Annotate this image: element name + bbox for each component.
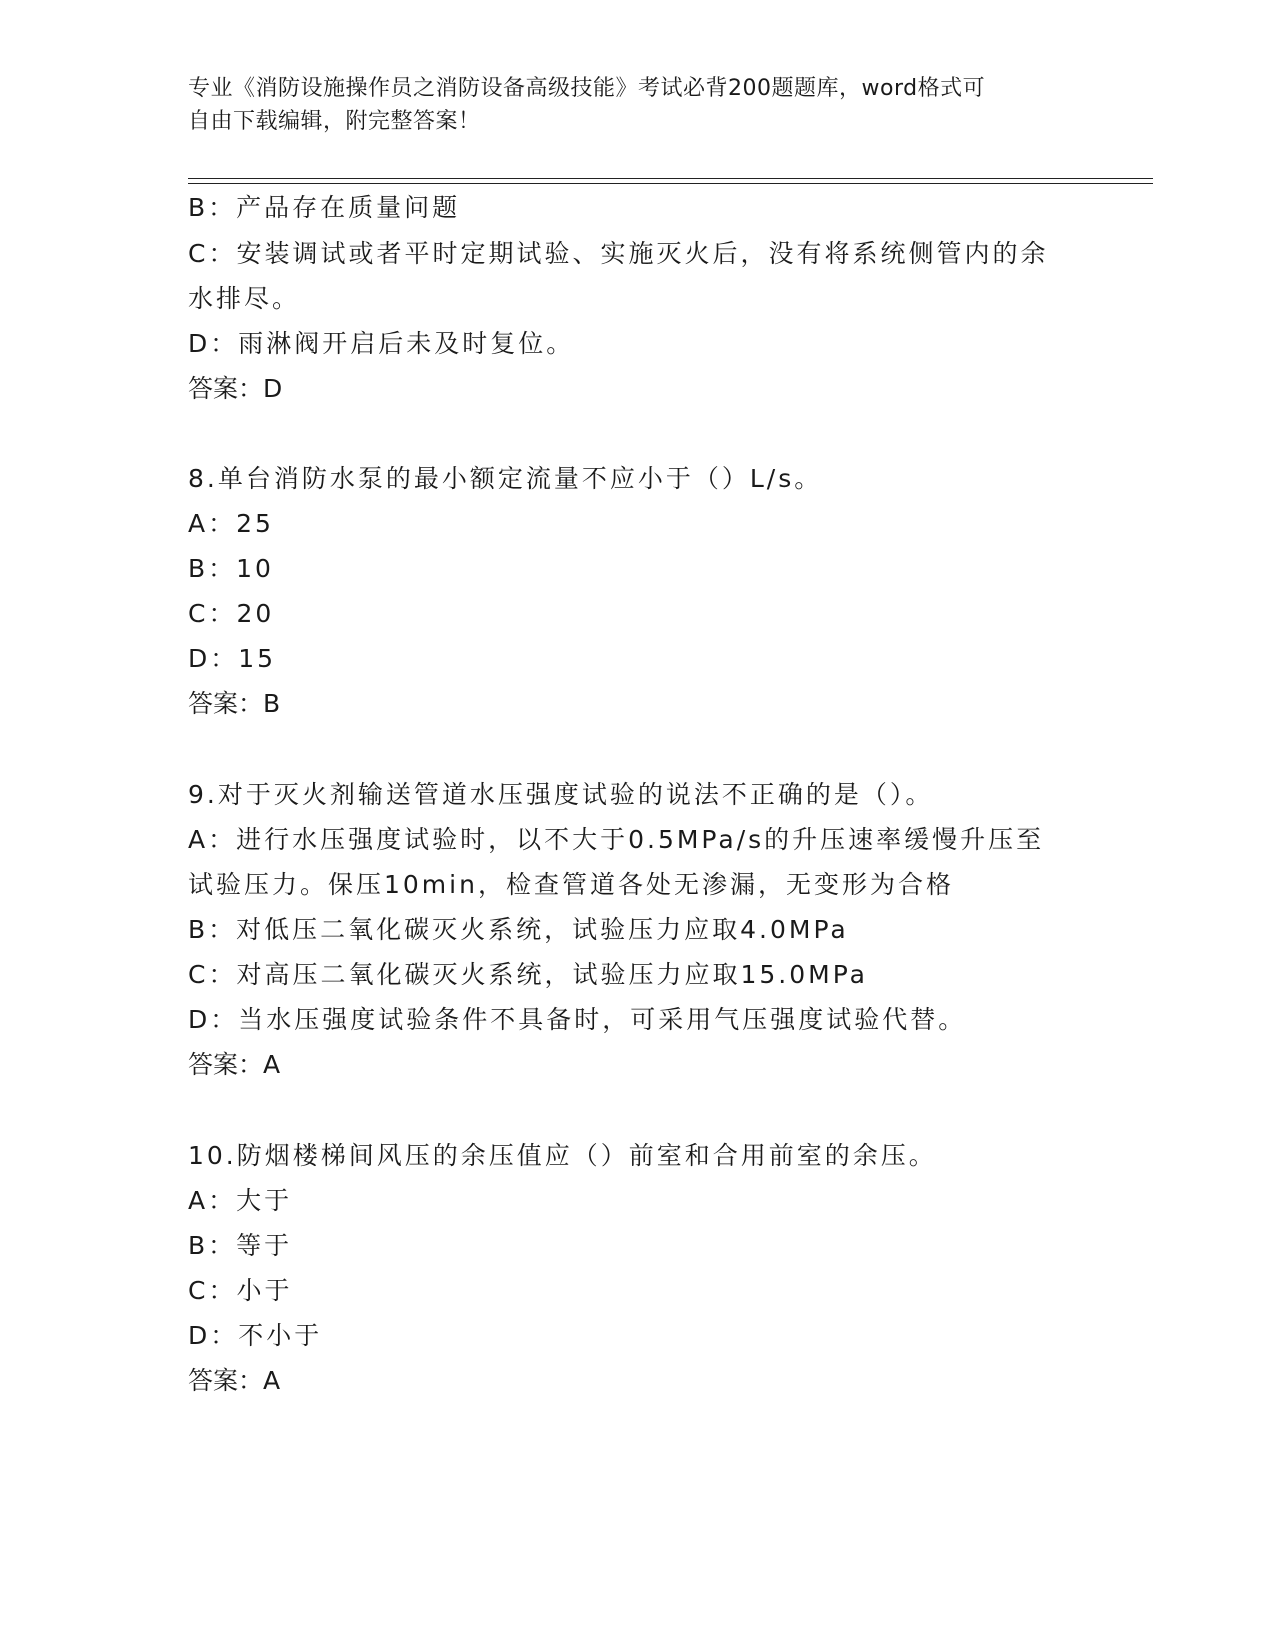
- q9-option-c: C：对高压二氧化碳灭火系统，试验压力应取15.0MPa: [188, 960, 868, 989]
- q10-option-b: B：等于: [188, 1231, 293, 1260]
- header-line-1: 专业《消防设施操作员之消防设备高级技能》考试必背200题题库，word格式可: [188, 76, 986, 101]
- q9-question: 9.对于灭火剂输送管道水压强度试验的说法不正确的是（）。: [188, 780, 934, 809]
- q8-answer: 答案：B: [188, 689, 281, 718]
- q9-option-a-line-1: A：进行水压强度试验时，以不大于0.5MPa/s的升压速率缓慢升压至: [188, 825, 1045, 854]
- q8-option-d: D：15: [188, 644, 277, 673]
- q7-option-c-line-1: C：安装调试或者平时定期试验、实施灭火后，没有将系统侧管内的余: [188, 239, 1049, 268]
- q7-option-d: D：雨淋阀开启后未及时复位。: [188, 329, 575, 358]
- q8-option-b: B：10: [188, 554, 274, 583]
- header-divider-bottom: [188, 183, 1153, 184]
- q10-option-a: A：大于: [188, 1186, 293, 1215]
- q7-option-c-line-2: 水排尽。: [188, 284, 301, 313]
- header-line-2: 自由下载编辑，附完整答案！: [188, 109, 481, 134]
- q9-option-a-line-2: 试验压力。保压10min，检查管道各处无渗漏，无变形为合格: [188, 870, 954, 899]
- q10-question: 10.防烟楼梯间风压的余压值应（）前室和合用前室的余压。: [188, 1141, 937, 1170]
- q9-option-d: D：当水压强度试验条件不具备时，可采用气压强度试验代替。: [188, 1005, 967, 1034]
- q7-option-b: B：产品存在质量问题: [188, 193, 461, 222]
- q8-option-c: C：20: [188, 599, 275, 628]
- document-header: [188, 72, 1068, 138]
- q7-answer: 答案：D: [188, 374, 283, 403]
- q8-question: 8.单台消防水泵的最小额定流量不应小于（）L/s。: [188, 464, 823, 493]
- q10-answer: 答案：A: [188, 1366, 281, 1395]
- q9-option-b: B：对低压二氧化碳灭火系统，试验压力应取4.0MPa: [188, 915, 849, 944]
- header-divider-top: [188, 178, 1153, 179]
- q8-option-a: A：25: [188, 509, 274, 538]
- q10-option-d: D：不小于: [188, 1321, 323, 1350]
- q9-answer: 答案：A: [188, 1050, 281, 1079]
- q10-option-c: C：小于: [188, 1276, 293, 1305]
